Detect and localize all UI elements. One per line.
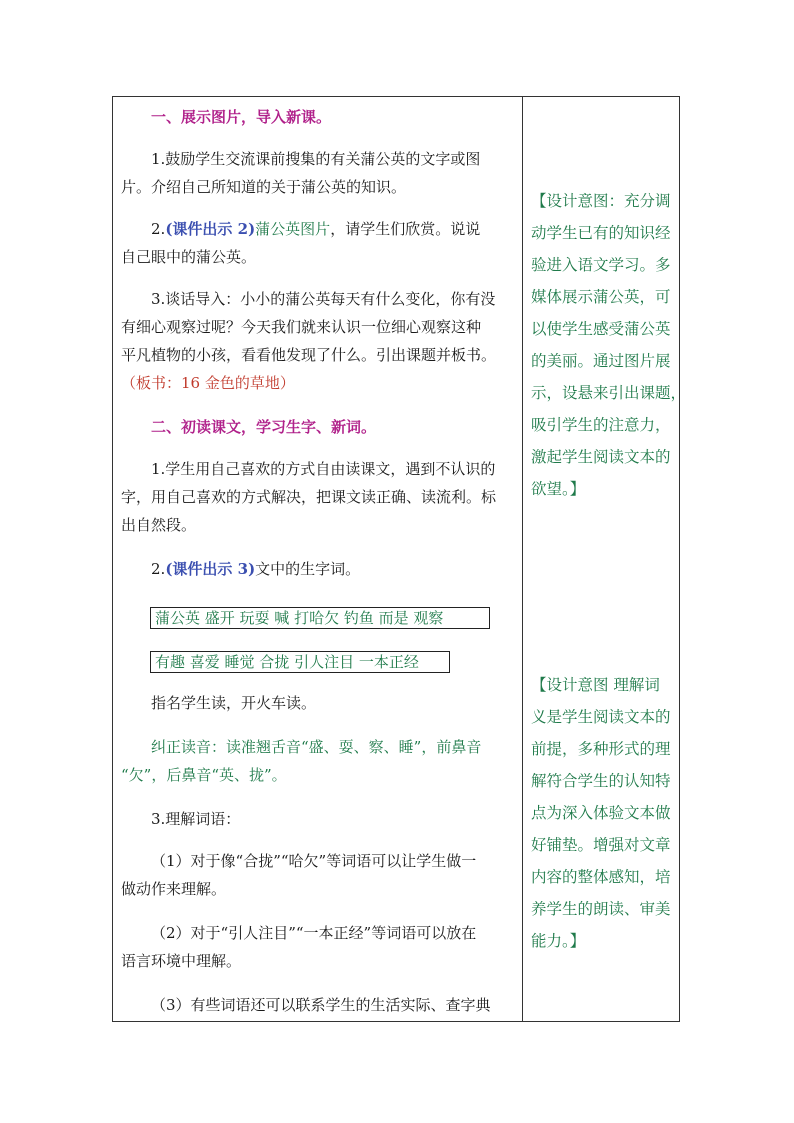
note2-line: 点为深入体验文本做 (531, 804, 671, 822)
note2-line: 义是学生阅读文本的 (531, 708, 671, 726)
note2-line: 能力。】 (531, 932, 586, 950)
paragraph-4-line-3: 出自然段。 (121, 516, 197, 534)
note1-line: 【设计意图：充分调 (531, 192, 671, 210)
note1-line: 以使学生感受蒲公英 (531, 320, 671, 338)
design-intent-column (523, 97, 687, 1021)
note1-line: 吸引学生的注意力， (531, 416, 671, 434)
paragraph-5-number: 2. (151, 560, 166, 578)
note1-line: 激起学生阅读文本的 (531, 448, 671, 466)
paragraph-2-line-1 (151, 219, 480, 239)
paragraph-1-line-2: 片。介绍自己所知道的关于蒲公英的知识。 (121, 178, 407, 196)
note2-line: 解符合学生的认知特 (531, 772, 671, 790)
paragraph-6: 指名学生读，开火车读。 (151, 694, 317, 712)
courseware-tag-3: (课件出示 3) (165, 560, 256, 578)
note1-line: 媒体展示蒲公英，可 (531, 288, 671, 306)
vocab-box-1: 蒲公英 盛开 玩耍 喊 打哈欠 钓鱼 而是 观察 (150, 607, 490, 629)
note2-line: 养学生的朗读、审美 (531, 900, 671, 918)
paragraph-3-line-3: 平凡植物的小孩，看看他发现了什么。引出课题并板书。 (121, 346, 497, 364)
paragraph-10-line-1: （2）对于“引人注目”“一本正经”等词语可以放在 (151, 924, 477, 942)
note1-line: 动学生已有的知识经 (531, 224, 671, 242)
vocab-box-2: 有趣 喜爱 睡觉 合拢 引人注目 一本正经 (150, 651, 450, 673)
paragraph-7-line-1: 纠正读音：读准翘舌音“盛、耍、察、睡”，前鼻音 (151, 738, 482, 756)
paragraph-2-highlight: 蒲公英图片 (255, 220, 331, 238)
note2-line: 前提，多种形式的理 (531, 740, 671, 758)
paragraph-4-line-1: 1.学生用自己喜欢的方式自由读课文，遇到不认识的 (151, 460, 496, 478)
note2-line: 【设计意图 理解词 (531, 676, 660, 694)
courseware-tag-2: (课件出示 2) (165, 220, 256, 238)
note2-line: 好铺垫。增强对文章 (531, 836, 671, 854)
note1-line: 示，设悬来引出课题， (531, 384, 687, 402)
paragraph-8: 3.理解词语： (151, 810, 241, 828)
note1-line: 欲望。】 (531, 480, 586, 498)
note1-line: 的美丽。通过图片展 (531, 352, 671, 370)
section-heading-2: 二、初读课文，学习生字、新词。 (151, 418, 377, 436)
section-heading-1: 一、展示图片，导入新课。 (151, 108, 332, 126)
paragraph-2-number: 2. (151, 220, 166, 238)
paragraph-2-tail: ，请学生们欣赏。说说 (330, 220, 481, 238)
paragraph-7-line-2: “欠”，后鼻音“英、拢”。 (121, 766, 287, 784)
paragraph-9-line-2: 做动作来理解。 (121, 880, 227, 898)
paragraph-1-line-1: 1.鼓励学生交流课前搜集的有关蒲公英的文字或图 (151, 150, 481, 168)
note1-line: 验进入语文学习。多 (531, 256, 671, 274)
note2-line: 内容的整体感知，培 (531, 868, 671, 886)
paragraph-5-tail: 文中的生字词。 (255, 560, 361, 578)
teaching-process-column (113, 97, 522, 1021)
paragraph-10-line-2: 语言环境中理解。 (121, 952, 242, 970)
paragraph-3-line-1: 3.谈话导入：小小的蒲公英每天有什么变化，你有没 (151, 290, 496, 308)
lesson-table (112, 96, 687, 1022)
paragraph-9-line-1: （1）对于像“合拢”“哈欠”等词语可以让学生做一 (151, 852, 477, 870)
paragraph-2-line-2: 自己眼中的蒲公英。 (121, 248, 257, 266)
paragraph-4-line-2: 字，用自己喜欢的方式解决，把课文读正确、读流利。标 (121, 488, 497, 506)
paragraph-3-line-2: 有细心观察过呢？今天我们就来认识一位细心观察这种 (121, 318, 482, 336)
blackboard-title: （板书：16 金色的草地） (121, 374, 295, 392)
paragraph-11-line-1: （3）有些词语还可以联系学生的生活实际、查字典 (151, 996, 491, 1014)
paragraph-5-line-1 (151, 559, 360, 579)
